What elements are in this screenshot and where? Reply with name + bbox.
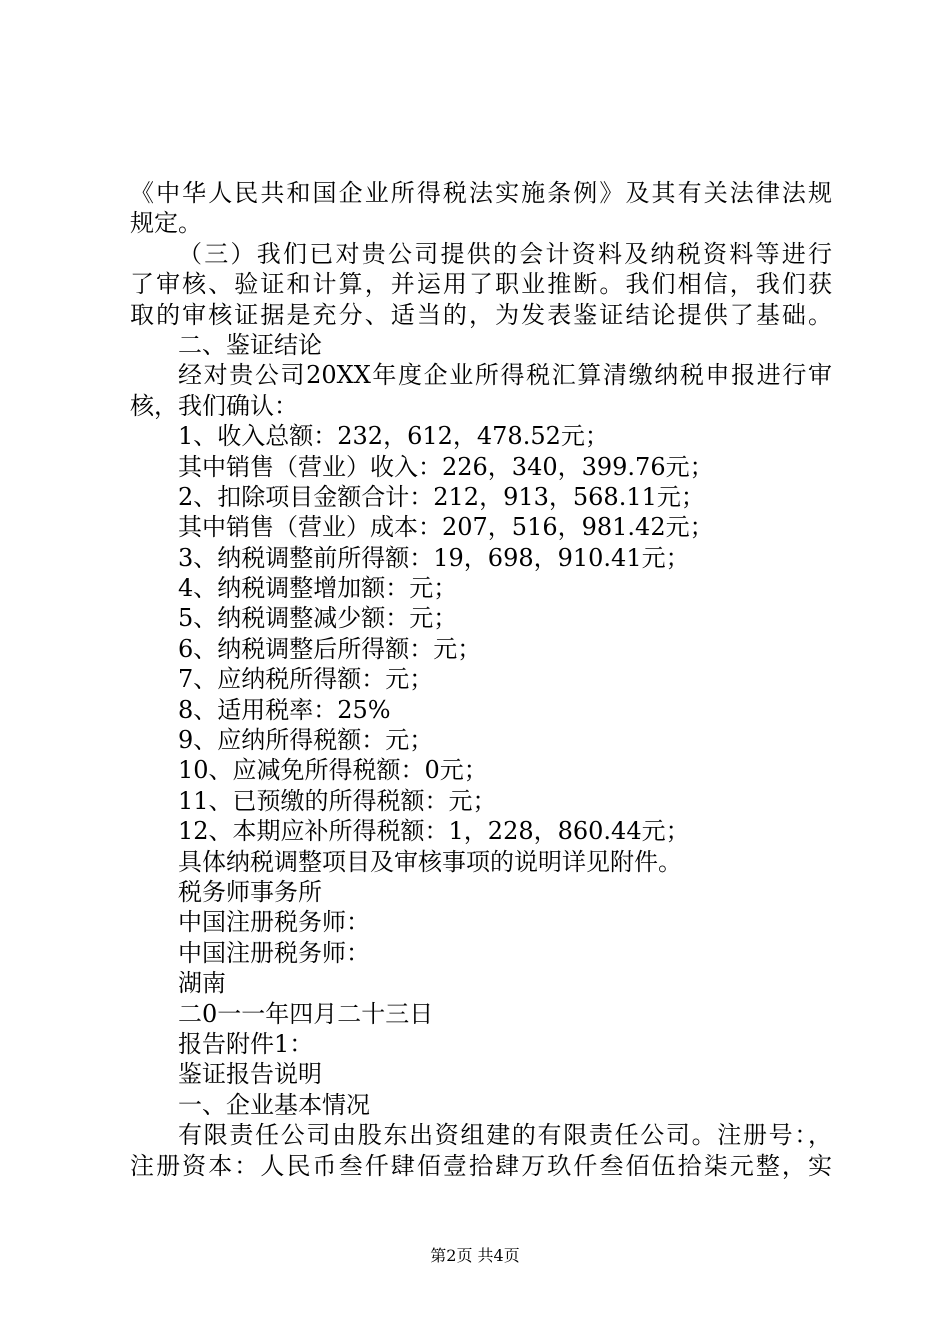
text-line: 取的审核证据是充分、适当的，为发表鉴证结论提供了基础。 xyxy=(130,300,832,329)
list-item: 10、应减免所得税额：0元； xyxy=(178,756,488,785)
location: 湖南 xyxy=(178,969,226,998)
list-item: 5、纳税调整减少额：元； xyxy=(178,604,458,633)
text-line: 注册资本：人民币叁仟肆佰壹拾肆万玖仟叁佰伍拾柒元整，实 xyxy=(130,1151,832,1180)
report-date: 二0一一年四月二十三日 xyxy=(178,999,434,1028)
section-heading: 一、企业基本情况 xyxy=(178,1090,370,1119)
list-item: 其中销售（营业）成本：207，516，981.42元； xyxy=(178,513,714,542)
list-item: 1、收入总额：232，612，478.52元； xyxy=(178,422,609,451)
page-number: 第2页 共4页 xyxy=(430,1246,520,1265)
text-line: 核，我们确认： xyxy=(130,391,298,420)
list-item: 7、应纳税所得额：元； xyxy=(178,665,434,694)
list-item: 11、已预缴的所得税额：元； xyxy=(178,786,497,815)
list-item: 9、应纳所得税额：元； xyxy=(178,726,434,755)
text-line: 经对贵公司20XX年度企业所得税汇算清缴纳税申报进行审 xyxy=(178,361,832,390)
text-line: 有限责任公司由股东出资组建的有限责任公司。注册号：， xyxy=(178,1121,832,1150)
list-item: 4、纳税调整增加额：元； xyxy=(178,574,458,603)
attachment-label: 报告附件1： xyxy=(178,1029,314,1058)
signature-line: 中国注册税务师： xyxy=(178,938,370,967)
text-line: 《中华人民共和国企业所得税法实施条例》及其有关法律法规 xyxy=(130,179,832,207)
list-item: 其中销售（营业）收入：226，340，399.76元； xyxy=(178,452,714,481)
firm-name: 税务师事务所 xyxy=(178,877,322,906)
section-heading: 二、鉴证结论 xyxy=(178,330,322,359)
document-body xyxy=(130,178,832,1181)
section-heading: 鉴证报告说明 xyxy=(178,1060,322,1089)
text-line: 了审核、验证和计算，并运用了职业推断。我们相信，我们获 xyxy=(130,270,832,299)
list-item: 6、纳税调整后所得额：元； xyxy=(178,634,482,663)
list-item: 8、适用税率：25% xyxy=(178,695,391,724)
list-item: 2、扣除项目金额合计：212，913，568.11元； xyxy=(178,482,705,511)
list-item: 12、本期应补所得税额：1，228，860.44元； xyxy=(178,817,690,846)
list-item: 3、纳税调整前所得额：19，698，910.41元； xyxy=(178,543,690,572)
text-line: （三）我们已对贵公司提供的会计资料及纳税资料等进行 xyxy=(178,239,832,268)
signature-line: 中国注册税务师： xyxy=(178,908,370,937)
text-line: 具体纳税调整项目及审核事项的说明详见附件。 xyxy=(178,847,682,876)
text-line: 规定。 xyxy=(130,209,202,238)
